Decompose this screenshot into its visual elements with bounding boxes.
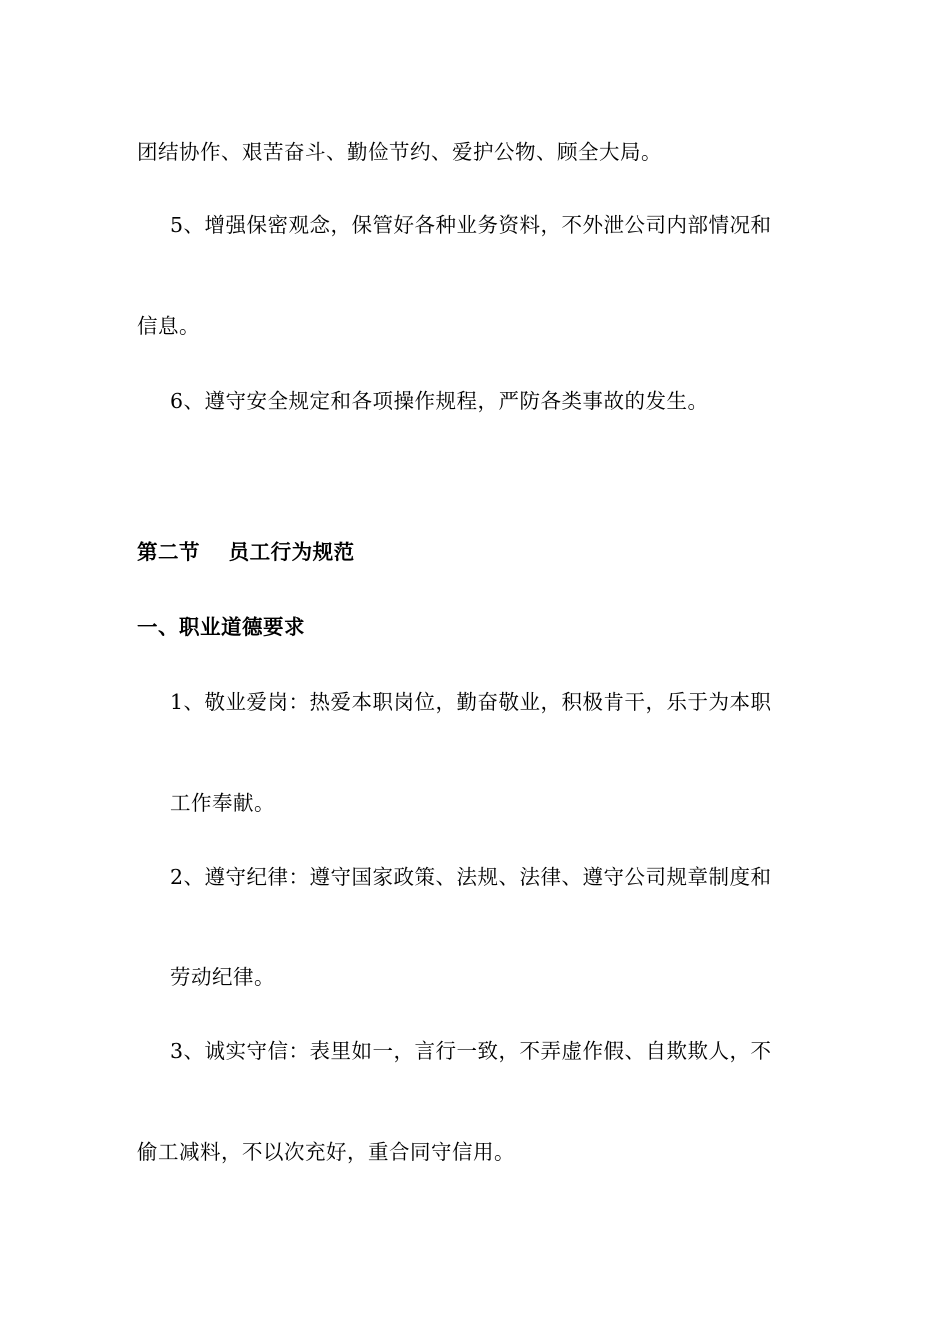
ethics-item-3-line-2: 偷工减料，不以次充好，重合同守信用。	[137, 1140, 515, 1164]
ethics-item-3-line-1: 3、诚实守信：表里如一，言行一致，不弄虚作假、自欺欺人，不	[170, 1039, 772, 1063]
ethics-item-2-line-2: 劳动纪律。	[170, 965, 275, 989]
section-title: 第二节 员工行为规范	[137, 540, 355, 564]
item-5-line-2: 信息。	[137, 314, 200, 338]
item-6: 6、遵守安全规定和各项操作规程，严防各类事故的发生。	[170, 389, 709, 413]
paragraph-continuation: 团结协作、艰苦奋斗、勤俭节约、爱护公物、顾全大局。	[137, 140, 662, 164]
ethics-item-1-line-1: 1、敬业爱岗：热爱本职岗位，勤奋敬业，积极肯干，乐于为本职	[170, 690, 772, 714]
ethics-item-1-line-2: 工作奉献。	[170, 791, 275, 815]
ethics-item-2-line-1: 2、遵守纪律：遵守国家政策、法规、法律、遵守公司规章制度和	[170, 865, 772, 889]
item-5-line-1: 5、增强保密观念，保管好各种业务资料，不外泄公司内部情况和	[170, 213, 772, 237]
subsection-title: 一、职业道德要求	[137, 615, 305, 639]
